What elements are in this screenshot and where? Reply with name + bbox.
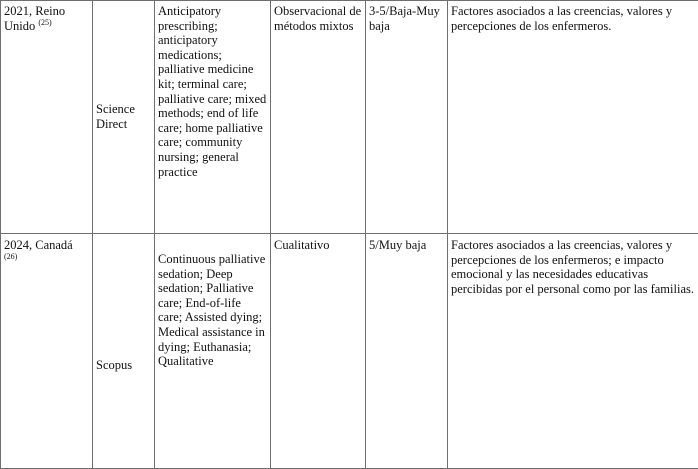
design-cell bbox=[271, 234, 366, 469]
year-country: 2021, Reino Unido bbox=[4, 4, 65, 33]
quality-cell bbox=[366, 234, 448, 469]
study-design: Observacional de métodos mixtos bbox=[274, 4, 361, 33]
table-row bbox=[1, 1, 698, 234]
year-country-cell bbox=[1, 234, 93, 469]
keywords: Anticipatory prescribing; anticipatory medications; palliative medicine kit; terminal care; palliative care; mixed methods; end of life care; home palliative care; community nursing; general practice bbox=[158, 4, 267, 179]
study-design: Cualitativo bbox=[274, 238, 330, 252]
database: Science Direct bbox=[96, 102, 135, 131]
database-cell bbox=[93, 1, 155, 234]
keywords: Continuous palliative sedation; Deep sedation; Palliative care; End-of-life care; Assisted dying; Medical assistance in dying; Euthanasia; Qualitative bbox=[158, 238, 267, 369]
year-country-cell bbox=[1, 1, 93, 234]
year-country: 2024, Canadá bbox=[4, 238, 73, 252]
associated-factors: Factores asociados a las creencias, valores y percepciones de los enfermeros. bbox=[451, 4, 672, 33]
associated-factors: Factores asociados a las creencias, valores y percepciones de los enfermeros; e impacto emocional y las necesidades educativas percibidas por el personal como por las familias. bbox=[451, 238, 694, 296]
keywords-cell bbox=[155, 234, 271, 469]
table-row bbox=[1, 234, 698, 469]
database-cell bbox=[93, 234, 155, 469]
keywords-cell bbox=[155, 1, 271, 234]
evidence-quality: 5/Muy baja bbox=[369, 238, 426, 252]
reference-number: (26) bbox=[4, 251, 17, 260]
factors-cell bbox=[448, 234, 698, 469]
reference-number: (25) bbox=[38, 17, 51, 26]
quality-cell bbox=[366, 1, 448, 234]
design-cell bbox=[271, 1, 366, 234]
database: Scopus bbox=[96, 358, 132, 372]
evidence-quality: 3-5/Baja-Muy baja bbox=[369, 4, 440, 33]
factors-cell bbox=[448, 1, 698, 234]
